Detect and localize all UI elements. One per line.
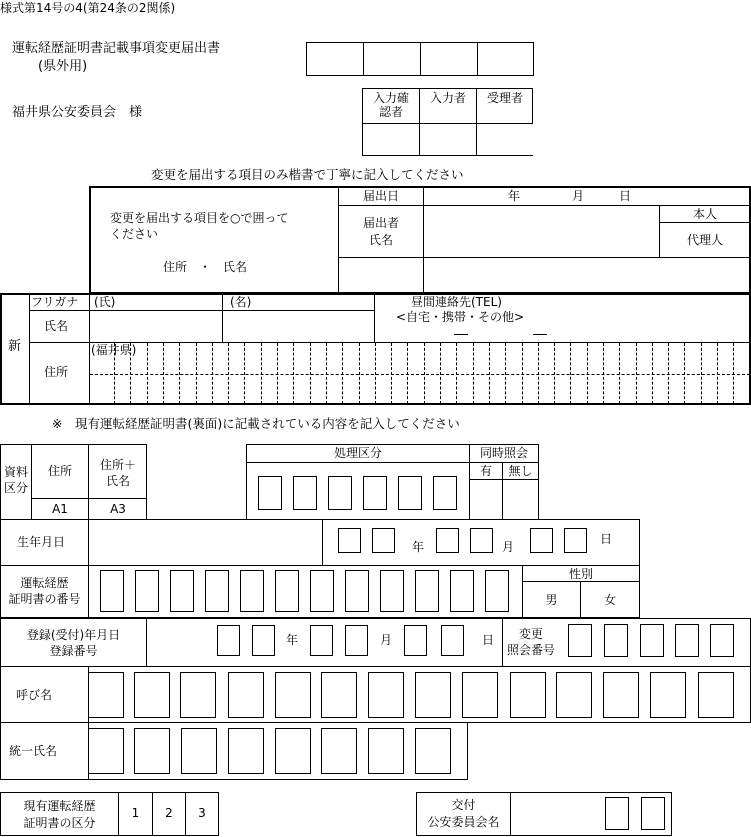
phone-dash-1	[454, 334, 468, 335]
simultaneous-yes[interactable]: 有	[479, 464, 492, 478]
phone-dash-2	[533, 334, 547, 335]
reg-year-box-1[interactable]	[217, 625, 240, 656]
cert-number-box-8[interactable]	[345, 570, 369, 612]
call-name-box-12[interactable]	[603, 672, 639, 718]
issuer-label: 交付 公安委員会名	[427, 798, 500, 829]
cert-number-box-3[interactable]	[170, 570, 194, 612]
unified-name-box-3[interactable]	[181, 728, 217, 774]
address-label: 住所	[44, 365, 69, 379]
change-options[interactable]: 住所 ・ 氏名	[163, 260, 248, 274]
cert-number-box-4[interactable]	[205, 570, 229, 612]
call-name-box-13[interactable]	[650, 672, 686, 718]
unified-name-label: 統一氏名	[9, 744, 58, 758]
reg-day-unit: 日	[482, 633, 495, 647]
unified-name-box-6[interactable]	[321, 728, 357, 774]
call-name-label: 呼び名	[16, 688, 53, 702]
change-ref-box-3[interactable]	[640, 624, 664, 657]
stamp-col-inputter: 入力者	[429, 91, 466, 105]
address-grid-line	[212, 343, 213, 404]
birth-month-box-1[interactable]	[436, 528, 459, 553]
address-grid-line	[538, 343, 539, 404]
address-grid-line	[391, 343, 392, 404]
name-label: 氏名	[44, 319, 69, 333]
address-grid-line	[701, 343, 702, 404]
address-grid-line	[522, 343, 523, 404]
birth-date-label: 生年月日	[17, 535, 66, 549]
cert-number-box-7[interactable]	[310, 570, 334, 612]
address-grid-line	[603, 343, 604, 404]
reg-month-box-1[interactable]	[310, 625, 333, 656]
reg-year-box-2[interactable]	[252, 625, 275, 656]
filing-date-day: 日	[619, 189, 632, 203]
given-name-label: (名)	[230, 295, 252, 309]
cert-number-box-11[interactable]	[450, 570, 474, 612]
birth-year-unit: 年	[412, 540, 425, 554]
birth-month-box-2[interactable]	[470, 528, 493, 553]
birth-month-unit: 月	[502, 540, 515, 554]
cert-number-box-5[interactable]	[240, 570, 264, 612]
address-grid-line	[733, 343, 734, 404]
address-grid-line	[473, 343, 474, 404]
code-a3: A3	[110, 502, 126, 516]
call-name-box-6[interactable]	[321, 672, 357, 718]
filer-name-label: 届出者 氏名	[362, 216, 399, 247]
form-number: 様式第14号の4(第24条の2関係)	[0, 1, 176, 15]
call-name-box-7[interactable]	[368, 672, 404, 718]
contact-label: 昼間連絡先(TEL)	[411, 295, 502, 309]
change-ref-box-4[interactable]	[675, 624, 699, 657]
contact-options[interactable]: <自宅・携帯・その他>	[396, 310, 525, 324]
new-side-label: 新	[8, 339, 22, 354]
address-grid-line	[375, 343, 376, 404]
filing-date-label: 届出日	[362, 189, 399, 203]
address-grid-line	[326, 343, 327, 404]
simultaneous-no[interactable]: 無し	[508, 464, 533, 478]
issuer-box-1[interactable]	[605, 797, 629, 830]
address-grid-line	[179, 343, 180, 404]
filing-date-month: 月	[572, 189, 585, 203]
address-option-label[interactable]: 住所	[47, 464, 72, 478]
unified-name-box-8[interactable]	[415, 728, 451, 774]
cert-number-box-10[interactable]	[415, 570, 439, 612]
filing-date-year: 年	[508, 189, 521, 203]
call-name-box-11[interactable]	[556, 672, 592, 718]
stamp-col-receiver: 受理者	[486, 91, 523, 105]
form-title: 運転経歴証明書記載事項変更届出書	[12, 41, 221, 56]
address-grid-line	[424, 343, 425, 404]
change-ref-box-5[interactable]	[710, 624, 734, 657]
cert-number-box-1[interactable]	[100, 570, 124, 612]
address-grid-line	[456, 343, 457, 404]
birth-day-box-1[interactable]	[530, 528, 553, 553]
address-grid-line	[489, 343, 490, 404]
simultaneous-label: 同時照会	[479, 446, 528, 460]
change-ref-box-2[interactable]	[604, 624, 628, 657]
gender-female[interactable]: 女	[603, 593, 616, 607]
address-grid-line	[310, 343, 311, 404]
given-name-field[interactable]	[223, 311, 373, 341]
cert-type-3[interactable]: 3	[198, 806, 206, 820]
reg-year-unit: 年	[286, 633, 299, 647]
instruction-top: 変更を届出する項目のみ楷書で丁寧に記入してください	[151, 167, 464, 182]
processing-label: 処理区分	[333, 446, 382, 460]
address-grid-line	[684, 343, 685, 404]
cert-type-1[interactable]: 1	[131, 806, 140, 820]
reg-day-box-2[interactable]	[441, 625, 464, 656]
processing-box-5[interactable]	[398, 476, 422, 510]
cert-number-label: 運転経歴 証明書の番号	[8, 576, 81, 606]
gender-male[interactable]: 男	[545, 593, 558, 607]
change-instruction: 変更を届出する項目を○で囲って ください	[110, 211, 289, 241]
processing-box-2[interactable]	[293, 476, 317, 510]
cert-type-label: 現有運転経歴 証明書の区分	[23, 799, 96, 830]
reg-day-box-1[interactable]	[404, 625, 427, 656]
change-ref-label: 変更 照会番号	[506, 627, 555, 657]
filer-name-field[interactable]	[424, 206, 658, 256]
furigana-label: フリガナ	[31, 295, 79, 309]
cert-type-2[interactable]: 2	[165, 806, 173, 820]
cert-number-box-6[interactable]	[275, 570, 299, 612]
address-grid-line	[147, 343, 148, 404]
stamp-col-confirmer: 入力確 認者	[372, 91, 409, 119]
address-name-option-label[interactable]: 住所＋ 氏名	[99, 458, 136, 488]
address-grid-line	[505, 343, 506, 404]
call-name-box-1[interactable]	[88, 672, 124, 718]
processing-box-3[interactable]	[328, 476, 352, 510]
address-grid-line	[130, 343, 131, 404]
address-grid-line	[717, 343, 718, 404]
cert-number-box-12[interactable]	[485, 570, 509, 612]
registration-label: 登録(受付)年月日 登録番号	[26, 628, 121, 658]
address-grid-line	[652, 343, 653, 404]
note-text: ※ 現有運転経歴証明書(裏面)に記載されている内容を記入してください	[52, 416, 460, 431]
unified-name-box-1[interactable]	[88, 728, 124, 774]
address-grid-line	[163, 343, 164, 404]
surname-field[interactable]	[90, 311, 221, 341]
address-grid-line	[359, 343, 360, 404]
agent-label[interactable]: 代理人	[686, 233, 723, 247]
unified-name-box-5[interactable]	[275, 728, 311, 774]
addressee: 福井県公安委員会 様	[12, 105, 143, 120]
address-grid-line	[440, 343, 441, 404]
birth-year-box-2[interactable]	[372, 528, 395, 553]
cert-number-box-9[interactable]	[380, 570, 404, 612]
call-name-box-2[interactable]	[134, 672, 170, 718]
address-grid-line	[570, 343, 571, 404]
processing-box-6[interactable]	[433, 476, 457, 510]
issuer-box-2[interactable]	[641, 797, 665, 830]
self-label[interactable]: 本人	[692, 207, 717, 221]
address-grid-line	[228, 343, 229, 404]
processing-box-4[interactable]	[363, 476, 387, 510]
surname-label: (氏)	[94, 295, 116, 309]
birth-day-unit: 日	[600, 532, 613, 546]
change-ref-box-1[interactable]	[568, 624, 592, 657]
address-grid-line	[293, 343, 294, 404]
reg-month-box-2[interactable]	[345, 625, 368, 656]
call-name-box-9[interactable]	[462, 672, 498, 718]
call-name-box-4[interactable]	[228, 672, 264, 718]
gender-label: 性別	[568, 567, 593, 581]
call-name-box-8[interactable]	[415, 672, 451, 718]
call-name-box-10[interactable]	[510, 672, 546, 718]
call-name-box-3[interactable]	[180, 672, 216, 718]
code-a1: A1	[52, 502, 68, 516]
reg-month-unit: 月	[380, 633, 393, 647]
address-grid-line	[244, 343, 245, 404]
address-grid-line	[587, 343, 588, 404]
address-grid-line	[554, 343, 555, 404]
address-grid-line	[407, 343, 408, 404]
cert-number-box-2[interactable]	[135, 570, 159, 612]
stamp-confirmer-field[interactable]	[363, 124, 419, 155]
call-name-box-5[interactable]	[275, 672, 311, 718]
processing-box-1[interactable]	[258, 476, 282, 510]
prefecture-label: (福井県)	[91, 343, 137, 357]
address-grid-line	[619, 343, 620, 404]
unified-name-box-7[interactable]	[368, 728, 404, 774]
address-grid-line	[114, 343, 115, 404]
address-grid-line	[668, 343, 669, 404]
birth-year-box-1[interactable]	[338, 528, 361, 553]
address-grid-line	[636, 343, 637, 404]
unified-name-box-2[interactable]	[134, 728, 170, 774]
stamp-receiver-field[interactable]	[477, 124, 533, 155]
address-grid-line	[277, 343, 278, 404]
data-type-label: 資料 区分	[3, 465, 28, 495]
address-grid-line	[342, 343, 343, 404]
call-name-box-14[interactable]	[698, 672, 734, 718]
unified-name-box-4[interactable]	[228, 728, 264, 774]
form-subtitle: (県外用)	[38, 59, 88, 74]
stamp-inputter-field[interactable]	[420, 124, 476, 155]
birth-day-box-2[interactable]	[564, 528, 587, 553]
address-grid-line	[261, 343, 262, 404]
address-grid-line	[196, 343, 197, 404]
